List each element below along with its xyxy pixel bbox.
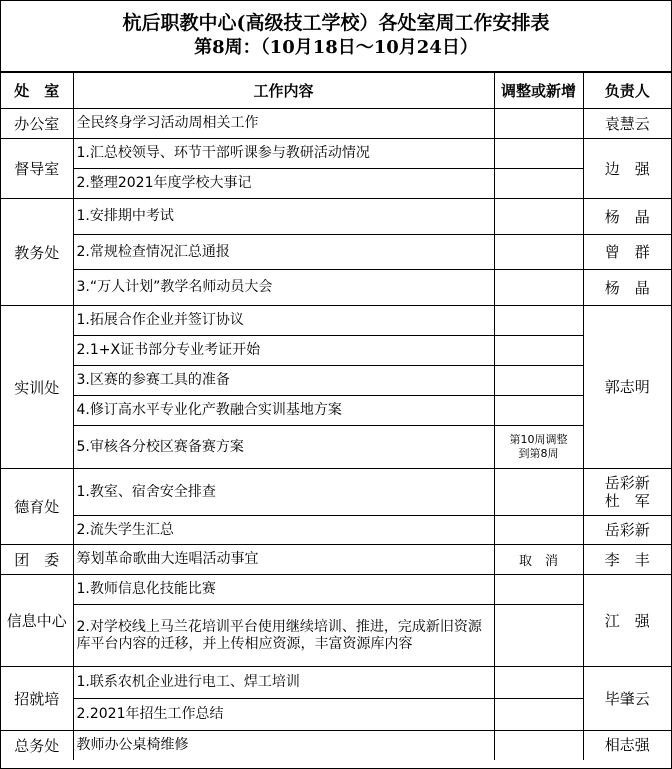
header-content: 工作内容 (73, 73, 494, 109)
table-row (1, 139, 671, 169)
adjust-cell (494, 469, 583, 516)
table-row (1, 699, 671, 731)
table-row (1, 469, 671, 516)
task-cell: 1.安排期中考试 (73, 199, 494, 235)
adjust-cell (494, 575, 583, 605)
adjust-cell (494, 109, 583, 139)
task-cell: 1.汇总校领导、环节干部听课参与教研活动情况 (73, 139, 494, 169)
owner-cell: 李 丰 (583, 545, 671, 575)
task-cell: 1.拓展合作企业并签订协议 (73, 306, 494, 336)
owner-name: 岳彩新 (604, 474, 650, 492)
table-row (1, 545, 671, 575)
header-owner: 负责人 (583, 73, 671, 109)
dept-cell: 总务处 (1, 731, 73, 760)
adjust-cell (494, 336, 583, 366)
title-block (1, 1, 671, 72)
task-cell: 2.流失学生汇总 (73, 516, 494, 545)
adjust-cell (494, 139, 583, 169)
owner-cell: 袁慧云 (583, 109, 671, 139)
table-row (1, 575, 671, 605)
adjust-cell (494, 516, 583, 545)
owner-cell: 相志强 (583, 731, 671, 760)
task-cell: 全民终身学习活动周相关工作 (73, 109, 494, 139)
table-row (1, 426, 671, 469)
adjust-note-line1: 第10周调整 (509, 433, 568, 446)
table-row (1, 109, 671, 139)
owner-cell: 江 强 (583, 575, 671, 667)
owner-name: 杜 军 (604, 492, 650, 510)
table-row (1, 396, 671, 426)
adjust-cell (494, 699, 583, 731)
dept-cell: 信息中心 (1, 575, 73, 667)
dept-cell: 实训处 (1, 306, 73, 469)
table-row (1, 270, 671, 306)
sheet-title: 杭后职教中心(高级技工学校）各处室周工作安排表 (122, 12, 550, 34)
owner-cell: 曾 群 (583, 235, 671, 270)
adjust-cell (494, 199, 583, 235)
task-cell: 2.1+X证书部分专业考证开始 (73, 336, 494, 366)
task-cell: 3.“万人计划”教学名师动员大会 (73, 270, 494, 306)
adjust-cell (494, 366, 583, 396)
adjust-cell (494, 306, 583, 336)
task-cell: 5.审核各分校区赛备赛方案 (73, 426, 494, 469)
adjust-cell: 取 消 (494, 545, 583, 575)
task-cell: 1.教师信息化技能比赛 (73, 575, 494, 605)
table-row (1, 667, 671, 699)
table-row (1, 731, 671, 760)
table-row (1, 605, 671, 667)
table-row (1, 516, 671, 545)
adjust-cell (494, 426, 583, 469)
adjust-cell (494, 731, 583, 760)
header-adjust: 调整或新增 (494, 73, 583, 109)
table-row (1, 366, 671, 396)
header-dept: 处 室 (1, 73, 73, 109)
owner-cell: 郭志明 (583, 306, 671, 469)
table-row (1, 199, 671, 235)
task-cell: 3.区赛的参赛工具的准备 (73, 366, 494, 396)
adjust-cell (494, 605, 583, 667)
owner-cell: 岳彩新 (583, 516, 671, 545)
task-cell: 2.整理2021年度学校大事记 (73, 169, 494, 199)
adjust-cell (494, 396, 583, 426)
dept-cell: 招就培 (1, 667, 73, 731)
dept-cell: 教务处 (1, 199, 73, 306)
owner-cell (583, 469, 671, 516)
adjust-note-line2: 到第8周 (518, 447, 559, 460)
task-cell: 2.对学校线上马兰花培训平台使用继续培训、推进，完成新旧资源库平台内容的迁移，并上传相应资源，丰富资源库内容 (73, 605, 494, 667)
owner-cell: 毕肇云 (583, 667, 671, 731)
owner-cell: 杨 晶 (583, 199, 671, 235)
table-row (1, 336, 671, 366)
owner-cell: 边 强 (583, 139, 671, 199)
adjust-cell (494, 235, 583, 270)
dept-cell: 督导室 (1, 139, 73, 199)
header-row (1, 73, 671, 109)
table-row (1, 169, 671, 199)
task-cell: 1.联系农机企业进行电工、焊工培训 (73, 667, 494, 699)
dept-cell: 办公室 (1, 109, 73, 139)
dept-cell: 团 委 (1, 545, 73, 575)
adjust-cell (494, 169, 583, 199)
task-cell: 4.修订高水平专业化产教融合实训基地方案 (73, 396, 494, 426)
table-row (1, 306, 671, 336)
task-cell: 2.2021年招生工作总结 (73, 699, 494, 731)
owner-cell: 杨 晶 (583, 270, 671, 306)
task-cell: 1.教室、宿舍安全排查 (73, 469, 494, 516)
task-cell: 筹划革命歌曲大连唱活动事宜 (73, 545, 494, 575)
dept-cell: 德育处 (1, 469, 73, 545)
adjust-cell (494, 270, 583, 306)
schedule-table (1, 72, 671, 760)
adjust-cell (494, 667, 583, 699)
week-range: 第8周：（10月18日～10月24日） (194, 37, 478, 58)
task-cell: 2.常规检查情况汇总通报 (73, 235, 494, 270)
task-cell: 教师办公桌椅维修 (73, 731, 494, 760)
table-row (1, 235, 671, 270)
